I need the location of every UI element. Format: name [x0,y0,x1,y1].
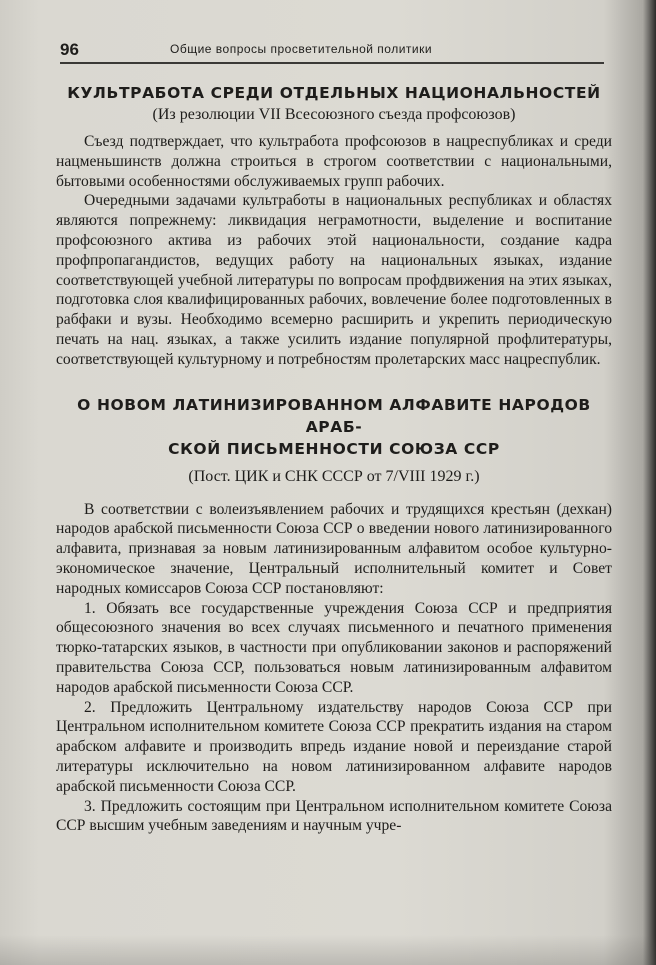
running-header [60,38,604,64]
section-culture-work [56,82,612,370]
section1-paragraph: Съезд подтверждает, что культработа профсоюзов в нацреспубликах и среди нацменьшинств должна строиться в строгом соответствии с национальными, бытовыми особенностями обслуживаемых групп рабочих. [56,133,612,190]
running-title: Общие вопросы просветительной политики [170,42,433,56]
section2-title-line1: О НОВОМ ЛАТИНИЗИРОВАННОМ АЛФАВИТЕ НАРОДОВ АРАБ- [77,395,591,436]
section2-paragraph: 2. Предложить Центральному издательству народов Союза ССР при Центральном исполнительном комитете Союза ССР прекратить издания на старом арабском алфавите и производить впредь издание новой и переиздание старой литературы исключительно на новом латинизированном алфавите народов арабской письменности Союза ССР. [56,698,612,795]
section2-paragraph: 3. Предложить состоящим при Центральном исполнительном комитете Союза ССР высшим учебным заведениям и научным учре- [56,797,612,835]
section2-title [56,394,612,460]
section2-paragraph: В соответствии с волеизъявлением рабочих и трудящихся крестьян (дехкан) народов арабской письменности Союза ССР о введении нового латинизированного алфавита, признавая за новым латинизированным алфавитом особое культурно-экономическое значение, Центральный исполнительный комитет и Совет народных комиссаров Союза ССР постановляют: [56,500,612,597]
page-edge-shadow [0,935,656,965]
section1-subtitle: (Из резолюции VII Всесоюзного съезда профсоюзов) [152,106,516,123]
page-content [56,82,612,836]
section2-subtitle: (Пост. ЦИК и СНК СССР от 7/VIII 1929 г.) [188,467,480,485]
page-number: 96 [60,40,79,59]
section-latin-alphabet [56,394,612,837]
section1-paragraph: Очередными задачами культработы в национальных республиках и областях являются попрежнему: ликвидация неграмотности, выделение и воспитание профсоюзного актива из рабочих этой национальности, создание кадра профпропагандистов, ведущих работу на национальных языках, издание соответствующей учебной литературы по вопросам профдвижения на этих языках, подготовка слоя квалифицированных рабочих, вовлечение более подготовленных в рабфаки и вузы. Необходимо всемерно расширить и укрепить периодическую печать на нац. языках, а также усилить издание популярной профлитературы, соответствующей культурному и потребностям пролетарских масс нацреспублик. [56,192,612,368]
section2-title-line2: СКОЙ ПИСЬМЕННОСТИ СОЮЗА ССР [168,439,500,458]
section2-paragraph: 1. Обязать все государственные учреждения Союза ССР и предприятия общесоюзного значения во всех случаях письменного и печатного применения тюрко-татарских языков, в частности при опубликовании законов и распоряжений правительства Союза ССР, пользоваться новым латинизированным алфавитом народов арабской письменности Союза ССР. [56,599,612,696]
section1-title: КУЛЬТРАБОТА СРЕДИ ОТДЕЛЬНЫХ НАЦИОНАЛЬНОСТЕЙ [67,84,601,102]
